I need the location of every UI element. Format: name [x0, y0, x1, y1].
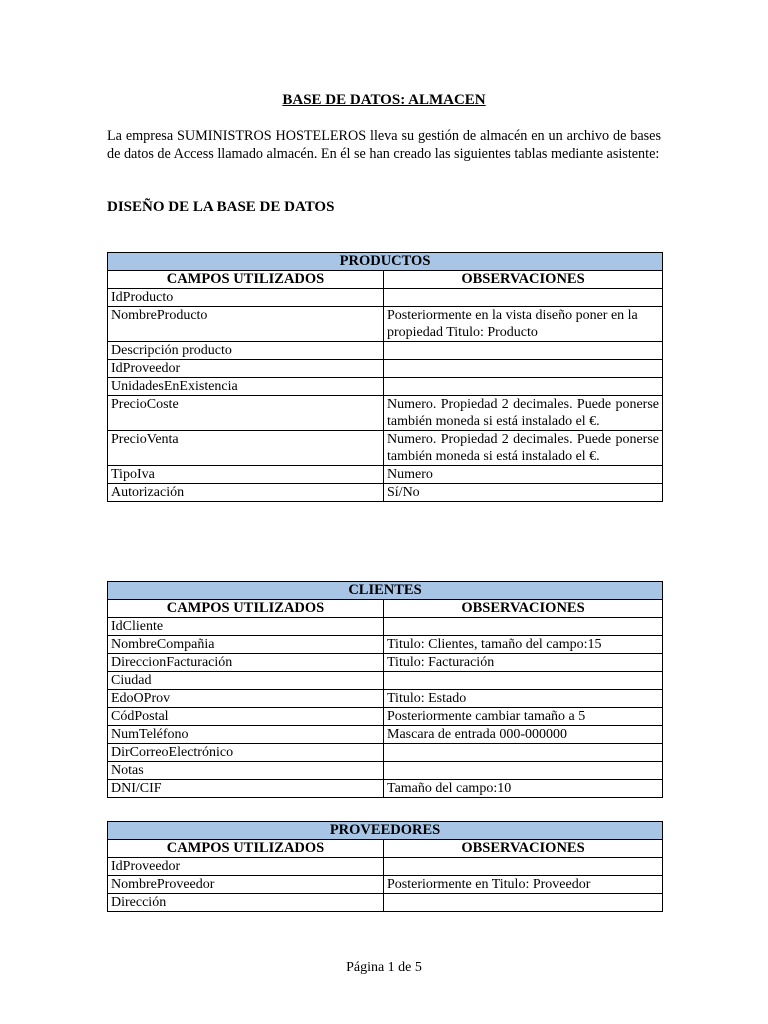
table-row: [108, 618, 663, 636]
field-name-cell: IdProveedor: [108, 360, 384, 378]
observation-cell: Numero. Propiedad 2 decimales. Puede ponerse también moneda si está instalado el €.: [384, 431, 663, 466]
table-row: [108, 342, 663, 360]
table-row: [108, 894, 663, 912]
table-row: [108, 636, 663, 654]
observation-cell: [384, 618, 663, 636]
observation-cell: Mascara de entrada 000-000000: [384, 726, 663, 744]
column-header-campos: CAMPOS UTILIZADOS: [108, 600, 384, 618]
intro-paragraph: La empresa SUMINISTROS HOSTELEROS lleva su gestión de almacén en un archivo de bases de datos de Access llamado almacén. En él se han creado las siguientes tablas mediante asistente:: [107, 128, 661, 162]
observation-cell: [384, 762, 663, 780]
table-row: [108, 289, 663, 307]
table-row: [108, 484, 663, 502]
observation-cell: Posteriormente en la vista diseño poner en la propiedad Titulo: Producto: [384, 307, 663, 342]
table-row: [108, 762, 663, 780]
field-name-cell: IdProducto: [108, 289, 384, 307]
table-row: [108, 466, 663, 484]
field-name-cell: DireccionFacturación: [108, 654, 384, 672]
field-name-cell: Autorización: [108, 484, 384, 502]
proveedores-table: [107, 821, 663, 912]
page-footer: Página 1 de 5: [346, 960, 422, 975]
field-name-cell: DNI/CIF: [108, 780, 384, 798]
field-name-cell: PrecioVenta: [108, 431, 384, 466]
table-row: [108, 360, 663, 378]
field-name-cell: PrecioCoste: [108, 396, 384, 431]
column-header-observaciones: OBSERVACIONES: [384, 840, 663, 858]
field-name-cell: NumTeléfono: [108, 726, 384, 744]
column-header-campos: CAMPOS UTILIZADOS: [108, 840, 384, 858]
section-heading: DISEÑO DE LA BASE DE DATOS: [107, 199, 335, 215]
field-name-cell: NombreProducto: [108, 307, 384, 342]
field-name-cell: IdCliente: [108, 618, 384, 636]
observation-cell: Sí/No: [384, 484, 663, 502]
table-title: PRODUCTOS: [108, 253, 663, 271]
field-name-cell: Descripción producto: [108, 342, 384, 360]
observation-cell: [384, 672, 663, 690]
field-name-cell: UnidadesEnExistencia: [108, 378, 384, 396]
observation-cell: [384, 360, 663, 378]
observation-cell: [384, 858, 663, 876]
table-row: [108, 431, 663, 466]
observation-cell: [384, 744, 663, 762]
table-title-row: [108, 582, 663, 600]
table-row: [108, 726, 663, 744]
table-row: [108, 378, 663, 396]
column-header-campos: CAMPOS UTILIZADOS: [108, 271, 384, 289]
observation-cell: Titulo: Clientes, tamaño del campo:15: [384, 636, 663, 654]
column-header-observaciones: OBSERVACIONES: [384, 271, 663, 289]
observation-cell: [384, 342, 663, 360]
field-name-cell: DirCorreoElectrónico: [108, 744, 384, 762]
table-row: [108, 708, 663, 726]
field-name-cell: TipoIva: [108, 466, 384, 484]
table-row: [108, 690, 663, 708]
table-row: [108, 876, 663, 894]
table-row: [108, 672, 663, 690]
field-name-cell: NombreProveedor: [108, 876, 384, 894]
table-row: [108, 858, 663, 876]
table-header-row: [108, 600, 663, 618]
observation-cell: Titulo: Estado: [384, 690, 663, 708]
table-header-row: [108, 271, 663, 289]
field-name-cell: EdoOProv: [108, 690, 384, 708]
observation-cell: Numero. Propiedad 2 decimales. Puede ponerse también moneda si está instalado el €.: [384, 396, 663, 431]
document-title: BASE DE DATOS: ALMACEN: [282, 92, 486, 108]
observation-cell: Numero: [384, 466, 663, 484]
productos-table: [107, 252, 663, 502]
table-row: [108, 780, 663, 798]
table-row: [108, 396, 663, 431]
observation-cell: [384, 894, 663, 912]
observation-cell: Titulo: Facturación: [384, 654, 663, 672]
observation-cell: Posteriormente cambiar tamaño a 5: [384, 708, 663, 726]
table-title-row: [108, 822, 663, 840]
clientes-table: [107, 581, 663, 798]
table-title-row: [108, 253, 663, 271]
table-row: [108, 744, 663, 762]
field-name-cell: Dirección: [108, 894, 384, 912]
field-name-cell: IdProveedor: [108, 858, 384, 876]
field-name-cell: CódPostal: [108, 708, 384, 726]
table-row: [108, 307, 663, 342]
column-header-observaciones: OBSERVACIONES: [384, 600, 663, 618]
table-header-row: [108, 840, 663, 858]
observation-cell: Posteriormente en Titulo: Proveedor: [384, 876, 663, 894]
table-title: PROVEEDORES: [108, 822, 663, 840]
field-name-cell: Ciudad: [108, 672, 384, 690]
field-name-cell: NombreCompañia: [108, 636, 384, 654]
observation-cell: [384, 378, 663, 396]
table-title: CLIENTES: [108, 582, 663, 600]
field-name-cell: Notas: [108, 762, 384, 780]
observation-cell: Tamaño del campo:10: [384, 780, 663, 798]
table-row: [108, 654, 663, 672]
observation-cell: [384, 289, 663, 307]
